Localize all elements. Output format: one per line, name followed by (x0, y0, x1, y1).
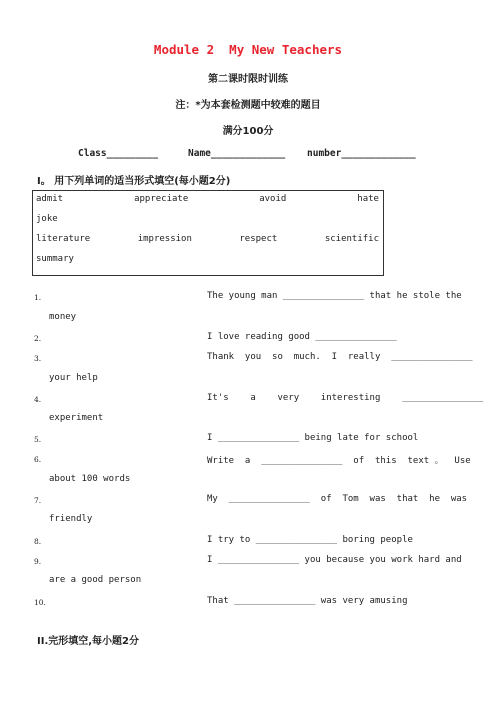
word-bank-word: respect (239, 234, 278, 244)
question-continuation: money (49, 312, 77, 322)
word-bank-word: literature (36, 234, 91, 244)
question-number: 2. (34, 334, 42, 343)
section-1-heading: Ⅰ。 用下列单词的适当形式填空(每小题2分) (37, 176, 231, 187)
difficulty-note: 注：*为本套检测题中较难的题目 (175, 100, 321, 111)
name-field: Name_____________ (188, 148, 286, 159)
section-2-heading: II.完形填空,每小题2分 (37, 636, 139, 647)
number-field: number_____________ (307, 148, 416, 159)
question-number: 7. (34, 496, 42, 505)
word-bank-row (36, 214, 379, 224)
word-bank-word: admit (36, 194, 64, 204)
question-number: 8. (34, 537, 42, 546)
word-bank-word: impression (137, 234, 192, 244)
question-continuation: friendly (49, 514, 93, 524)
question-number: 4. (34, 395, 42, 404)
question-text: I try to _______________ boring people (207, 535, 413, 545)
question-text: I _______________ you because you work hard and (207, 555, 462, 565)
word-bank-row (36, 254, 379, 264)
question-continuation: about 100 words (49, 474, 131, 484)
word-bank-word: avoid (259, 194, 287, 204)
question-number: 5. (34, 435, 42, 444)
word-bank-row (36, 194, 379, 204)
word-bank-row (36, 234, 379, 244)
question-text: Thank you so much. I really _______________ (207, 352, 473, 362)
question-number: 6. (34, 455, 42, 464)
question-text: My _______________ of Tom was that he was (207, 494, 468, 504)
word-bank-word: appreciate (134, 194, 189, 204)
question-text: The young man _______________ that he stole the (207, 291, 462, 301)
question-text: Write a _______________ of this text 。 Use (207, 456, 471, 466)
question-text: I love reading good _______________ (207, 332, 397, 342)
question-number: 3. (34, 354, 42, 363)
word-bank-box (32, 190, 384, 276)
word-bank-word: summary (36, 254, 74, 264)
word-bank-word: joke (36, 214, 58, 224)
question-number: 9. (34, 557, 42, 566)
page-title: Module 2 My New Teachers (153, 42, 343, 57)
question-text: That _______________ was very amusing (207, 596, 408, 606)
question-number: 1. (34, 293, 42, 302)
class-field: Class_________ (78, 148, 159, 159)
question-continuation: experiment (49, 413, 104, 423)
question-text: It's a very interesting _______________ (207, 393, 484, 403)
question-continuation: are a good person (49, 575, 142, 585)
question-text: I _______________ being late for school (207, 433, 419, 443)
total-score: 满分100分 (222, 126, 274, 137)
lesson-subtitle: 第二课时限时训练 (208, 74, 288, 85)
question-continuation: your help (49, 373, 98, 383)
word-bank-word: hate (357, 194, 379, 204)
question-number: 10. (34, 598, 46, 607)
word-bank-word: scientific (324, 234, 379, 244)
